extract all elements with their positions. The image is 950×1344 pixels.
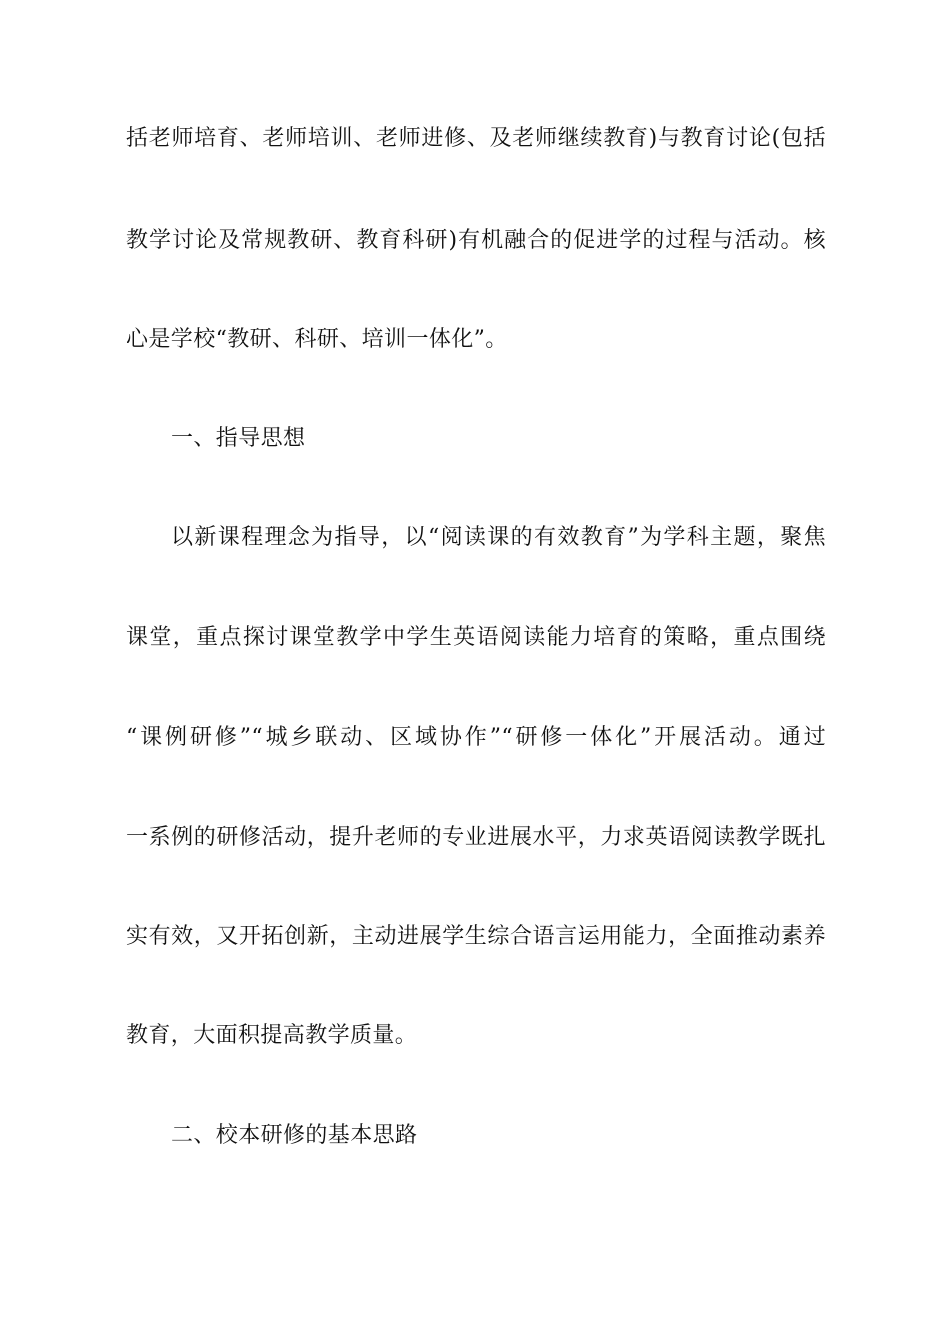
body-text-line: “课例研修”“城乡联动、区域协作”“研修一体化”开展活动。通过 (126, 725, 826, 750)
body-text-line: 括老师培育、老师培训、老师进修、及老师继续教育)与教育讨论(包括 (126, 126, 826, 151)
body-text-line: 一系例的研修活动，提升老师的专业进展水平，力求英语阅读教学既扎 (126, 825, 826, 850)
body-text-line: 教学讨论及常规教研、教育科研)有机融合的促进学的过程与活动。核 (126, 228, 826, 253)
body-text-line: 实有效，又开拓创新，主动进展学生综合语言运用能力，全面推动素养 (126, 924, 826, 949)
body-text-line: 以新课程理念为指导，以“阅读课的有效教育”为学科主题，聚焦 (171, 525, 826, 550)
section-heading: 一、指导思想 (171, 426, 306, 451)
body-text-line: 课堂，重点探讨课堂教学中学生英语阅读能力培育的策略，重点围绕 (126, 625, 826, 650)
body-text-line: 心是学校“教研、科研、培训一体化”。 (126, 327, 508, 352)
section-heading: 二、校本研修的基本思路 (171, 1123, 418, 1148)
body-text-line: 教育，大面积提高教学质量。 (126, 1023, 418, 1048)
